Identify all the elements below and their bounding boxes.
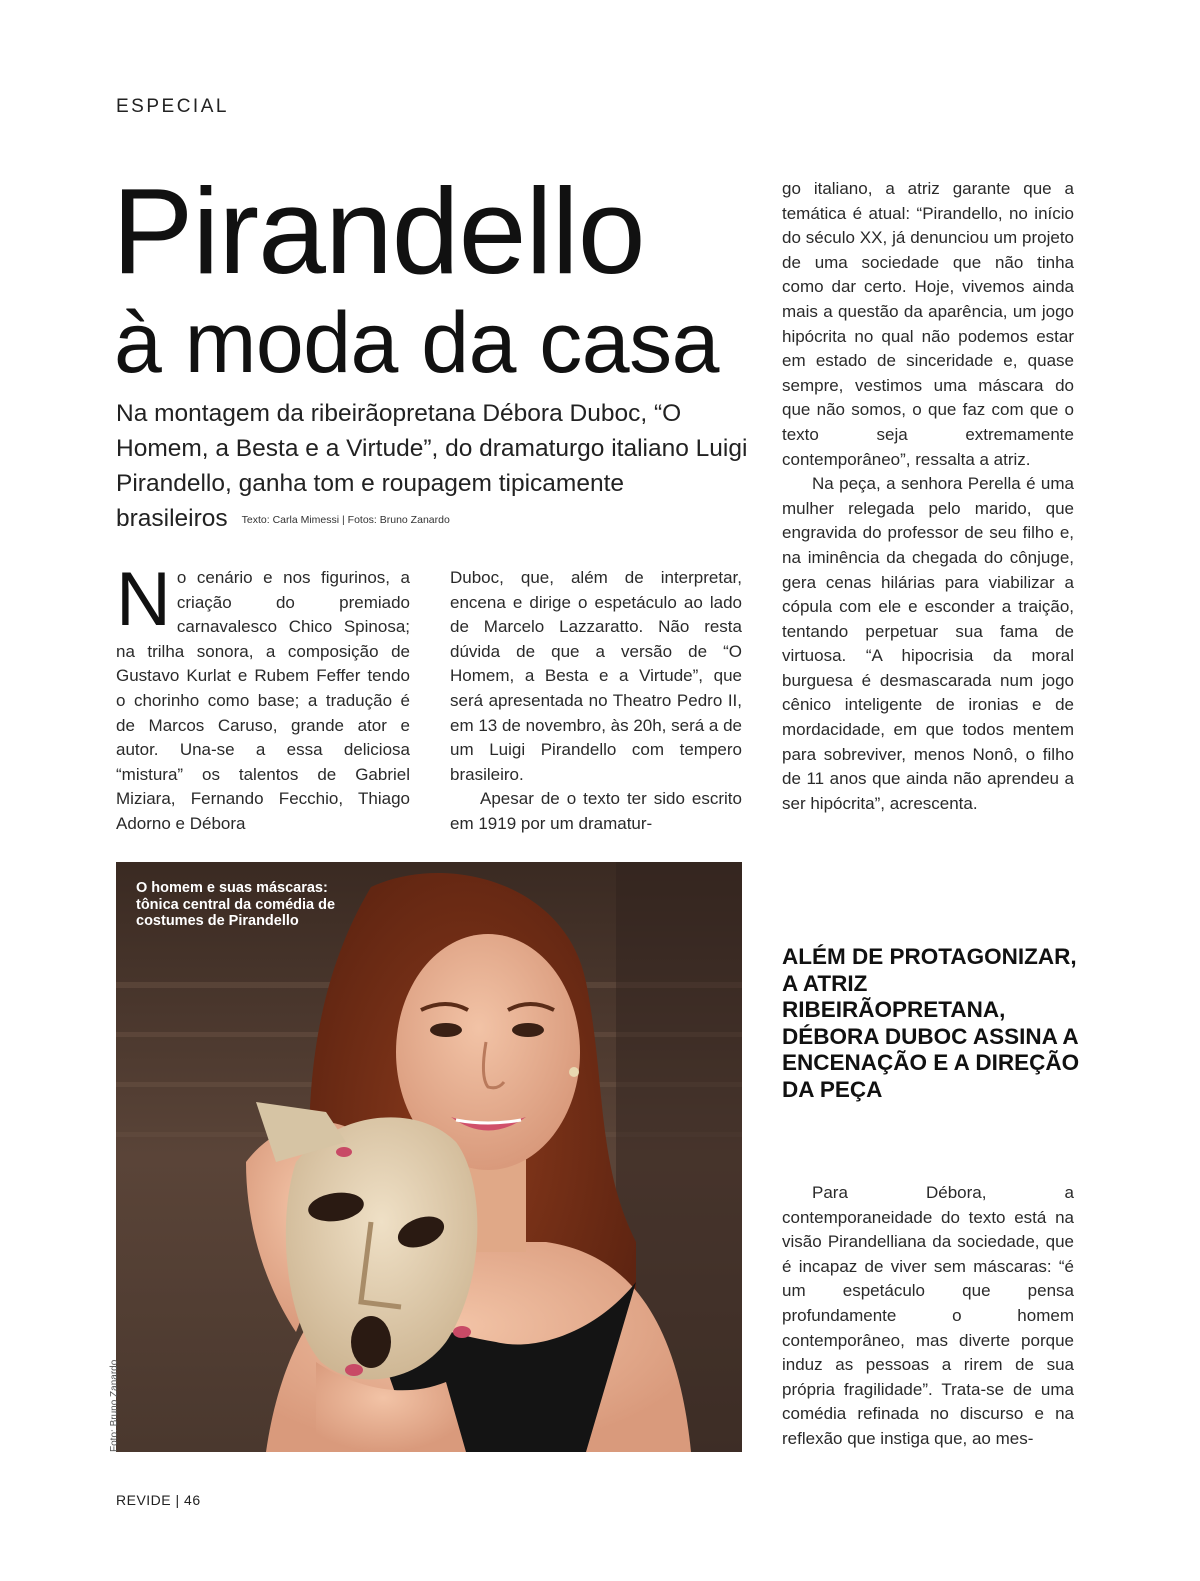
body-col2-paragraph-2: Apesar de o texto ter sido escrito em 1919 por um dramatur- — [450, 789, 742, 833]
body-col3-paragraph-1: go italiano, a atriz garante que a temática é atual: “Pirandello, no início do século XX, já denunciou um projeto de uma sociedade que não tinha como dar certo. Hoje, vivemos ainda mais a questão da aparência, um jogo hipócrita no qual não podemos estar em estado de sinceridade e, quase sempre, vestimos uma máscara do que não somos, o que faz com que o texto seja extremamente contemporâneo”, ressalta a atriz. — [782, 179, 1074, 469]
body-col1-text: o cenário e nos figurinos, a criação do premiado carnavalesco Chico Spinosa; na trilha sonora, a composição de Gustavo Kurlat e Rubem Feffer tendo o chorinho como base; a tradução é de Marcos Caruso, grande ator e autor. Una-se a essa deliciosa “mistura” os talentos de Gabriel Miziara, Fernando Fecchio, Thiago Adorno e Débora — [116, 568, 410, 833]
footer-separator: | — [175, 1492, 180, 1508]
deck-text: Na montagem da ribeirãopretana Débora Duboc, “O Homem, a Besta e a Virtude”, do dramaturgo italiano Luigi Pirandello, ganha tom e roupagem tipicamente brasileiros — [116, 400, 748, 532]
body-column-2 — [450, 566, 742, 837]
body-column-3-bottom — [782, 1181, 1074, 1452]
headline-line-1: Pirandello — [112, 163, 645, 299]
photo-caption: O homem e suas máscaras: tônica central da comédia de costumes de Pirandello — [136, 880, 336, 929]
headline-line-2: à moda da casa — [114, 295, 719, 391]
body-column-1 — [116, 557, 410, 837]
body-col3-paragraph-2: Na peça, a senhora Perella é uma mulher relegada pelo marido, que engravida do professor de seu filho e, na iminência da chegada do cônjuge, gera cenas hilárias para viabilizar a cópula com ele e esconder a traição, tentando perpetuar sua fama de virtuosa. “A hipocrisia da moral burguesa é desmascarada num jogo cênico inteligente de ironias e de mordacidade, em que todos mentem para sobreviver, menos Nonô, o filho de 11 anos que ainda não aprendeu a ser hipócrita”, acrescenta. — [782, 474, 1074, 813]
byline-credits: Texto: Carla Mimessi | Fotos: Bruno Zanardo — [241, 514, 450, 526]
magazine-name: REVIDE — [116, 1492, 172, 1508]
photo-illustration — [116, 862, 742, 1452]
page-footer — [116, 1492, 201, 1508]
pull-quote: ALÉM DE PROTAGONIZAR, A ATRIZ RIBEIRÃOPRETANA, DÉBORA DUBOC ASSINA A ENCENAÇÃO E A DIREÇÃO DA PEÇA — [782, 944, 1080, 1102]
body-col2-paragraph-1: Duboc, que, além de interpretar, encena e dirige o espetáculo ao lado de Marcelo Lazzaratto. Não resta dúvida de que a versão de “O Homem, a Besta e a Virtude”, que será apresentada no Theatro Pedro II, em 13 de novembro, às 20h, será a de um Luigi Pirandello com tempero brasileiro. — [450, 568, 743, 784]
body-column-3-top — [782, 177, 1074, 816]
article-photo — [116, 862, 742, 1452]
page-number: 46 — [184, 1492, 201, 1508]
body-col3-paragraph-3: Para Débora, a contemporaneidade do texto está na visão Pirandelliana da sociedade, que é incapaz de viver sem máscaras: “é um espetáculo que pensa profundamente o homem contemporâneo, mas diverte porque induz as pessoas a rirem de sua própria fragilidade”. Trata-se de uma comédia refinada no discurso e na reflexão que instiga que, ao mes- — [782, 1183, 1074, 1448]
drop-cap: N — [116, 557, 171, 642]
photo-credit: Foto: Bruno Zanardo — [109, 1359, 120, 1452]
deck — [116, 396, 756, 538]
section-label: ESPECIAL — [116, 96, 229, 117]
